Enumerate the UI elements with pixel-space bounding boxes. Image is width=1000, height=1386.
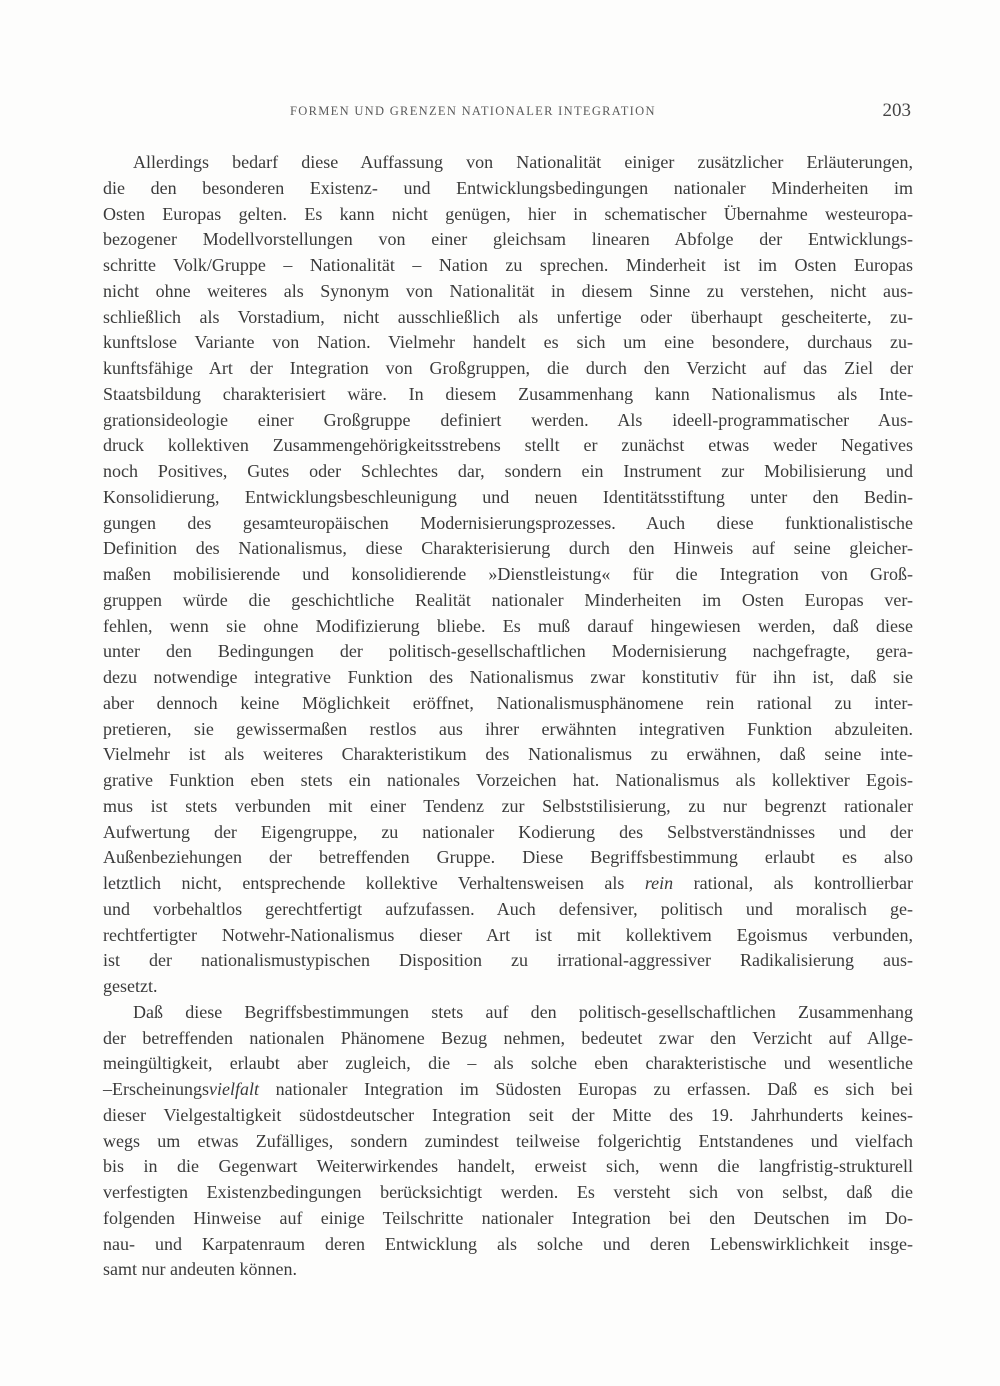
text-line: druck kollektiven Zusammengehörigkeitsstrebens stellt er zunächst etwas weder Negatives [103, 435, 913, 456]
text-line: der betreffenden nationalen Phänomene Bezug nehmen, bedeutet zwar den Verzicht auf Allge- [103, 1027, 913, 1048]
text-run: letztlich nicht, entsprechende kollektive Verhaltensweisen als [103, 873, 645, 893]
text-line: maßen mobilisierende und konsolidierende »Dienstleistung« für die Integration von Groß- [103, 564, 913, 584]
text-line: rechtfertigter Notwehr-Nationalismus dieser Art ist mit kollektivem Egoismus verbunden, [103, 924, 913, 945]
italic-text: rein [644, 873, 674, 893]
italic-text: vielfalt [208, 1079, 259, 1099]
text-line: grationsideologie einer Großgruppe definiert werden. Als ideell-programmatischer Aus- [103, 409, 913, 430]
text-line: grative Funktion eben stets ein nationales Vorzeichen hat. Nationalismus als kollektiver Egois- [103, 770, 913, 790]
text-line: kunftsfähige Art der Integration von Großgruppen, die durch den Verzicht auf das Ziel der [103, 358, 913, 378]
text-line: Definition des Nationalismus, diese Charakterisierung durch den Hinweis auf seine gleicher- [103, 538, 913, 559]
text-line: Aufwertung der Eigengruppe, zu nationaler Kodierung des Selbstverständnisses und der [103, 821, 913, 842]
text-line: und vorbehaltlos gerechtfertigt aufzufassen. Auch defensiver, politisch und moralisch ge- [103, 898, 913, 919]
text-line: gruppen würde die geschichtliche Realität nationaler Minderheiten im Osten Europas ver- [103, 589, 913, 610]
text-line: Osten Europas gelten. Es kann nicht genügen, hier in schematischer Übernahme westeuropa- [103, 203, 913, 224]
text-line: Allerdings bedarf diese Auffassung von Nationalität einiger zusätzlicher Erläuterungen, [133, 152, 913, 172]
text-line: meingültigkeit, erlaubt aber zugleich, die – als solche eben charakteristische und wesentliche [103, 1053, 913, 1074]
text-line: bezogener Modellvorstellungen von einer gleichsam linearen Abfolge der Entwicklungs- [103, 229, 913, 250]
text-line: ist der nationalismustypischen Disposition zu irrational-aggressiver Radikalisierung aus- [103, 950, 913, 971]
paragraph-1 [103, 150, 913, 1000]
text-line: Daß diese Begriffsbestimmungen stets auf den politisch-gesellschaftlichen Zusammenhang [133, 1001, 913, 1022]
text-line: samt nur andeuten können. [103, 1259, 297, 1280]
text-line: gesetzt. [103, 976, 158, 996]
text-line: Staatsbildung charakterisiert wäre. In diesem Zusammenhang kann Nationalismus als Inte- [103, 383, 913, 404]
text-line: dezu notwendige integrative Funktion des Nationalismus zwar konstitutiv für ihn ist, daß sie [103, 667, 913, 687]
text-line: schritte Volk/Gruppe – Nationalität – Nation zu sprechen. Minderheit ist im Osten Europas [103, 255, 913, 275]
text-line: Konsolidierung, Entwicklungsbeschleunigung und neuen Identitätsstiftung unter den Bedin- [103, 486, 913, 507]
text-line-with-italic [103, 871, 913, 897]
text-line: nicht ohne weiteres als Synonym von Nationalität in diesem Sinne zu verstehen, nicht aus- [103, 280, 913, 301]
text-line: die den besonderen Existenz- und Entwicklungsbedingungen nationaler Minderheiten im [103, 177, 913, 198]
text-line: noch Positives, Gutes oder Schlechtes dar, sondern ein Instrument zur Mobilisierung und [103, 461, 913, 481]
text-run: –Erscheinungs [103, 1079, 209, 1099]
text-line-with-italic [103, 1077, 913, 1103]
text-line: mus ist stets verbunden mit einer Tendenz zur Selbststilisierung, zu nur begrenzt rationaler [103, 795, 913, 816]
text-line: kunftslose Variante von Nation. Vielmehr handelt es sich um eine besondere, durchaus zu- [103, 332, 913, 353]
text-line: nau- und Karpatenraum deren Entwicklung als solche und deren Lebenswirklichkeit insge- [103, 1233, 913, 1254]
text-line: aber dennoch keine Möglichkeit eröffnet, Nationalismusphänomene rein rational zu inter- [103, 692, 913, 713]
text-run: nationaler Integration im Südosten Europas zu erfassen. Daß es sich bei [258, 1079, 913, 1099]
text-line: fehlen, wenn sie ohne Modifizierung bliebe. Es muß darauf hingewiesen werden, daß diese [103, 615, 913, 636]
text-line: pretieren, sie gewissermaßen restlos aus ihrer erwähnten integrativen Funktion abzuleiten. [103, 718, 913, 739]
page-number: 203 [882, 100, 911, 121]
text-line: bis in die Gegenwart Weiterwirkendes handelt, erweist sich, wenn die langfristig-strukturell [103, 1156, 913, 1177]
paragraph-2 [103, 1000, 913, 1283]
body-text [103, 150, 913, 1283]
text-line: verfestigten Existenzbedingungen berücksichtigt werden. Es versteht sich von selbst, daß die [103, 1182, 913, 1202]
text-line: unter den Bedingungen der politisch-gesellschaftlichen Modernisierung nachgefragte, gera- [103, 641, 913, 662]
text-line: wegs um etwas Zufälliges, sondern zumindest teilweise folgerichtig Entstandenes und vielfach [103, 1130, 913, 1151]
text-line: Vielmehr ist als weiteres Charakteristikum des Nationalismus zu erwähnen, daß seine inte- [103, 744, 913, 765]
text-line: Außenbeziehungen der betreffenden Gruppe. Diese Begriffsbestimmung erlaubt es also [103, 847, 913, 868]
text-line: dieser Vielgestaltigkeit südostdeutscher Integration seit der Mitte des 19. Jahrhunderts keines- [103, 1104, 913, 1125]
text-run: rational, als kontrollierbar [673, 873, 913, 893]
text-line: schließlich als Vorstadium, nicht ausschließlich als unfertige oder überhaupt gescheiterte, zu- [103, 306, 913, 327]
text-line: folgenden Hinweise auf einige Teilschritte nationaler Integration bei den Deutschen im Do- [103, 1207, 913, 1228]
running-head: FORMEN UND GRENZEN NATIONALER INTEGRATION [290, 104, 656, 118]
text-line: gungen des gesamteuropäischen Modernisierungsprozesses. Auch diese funktionalistische [103, 512, 913, 533]
